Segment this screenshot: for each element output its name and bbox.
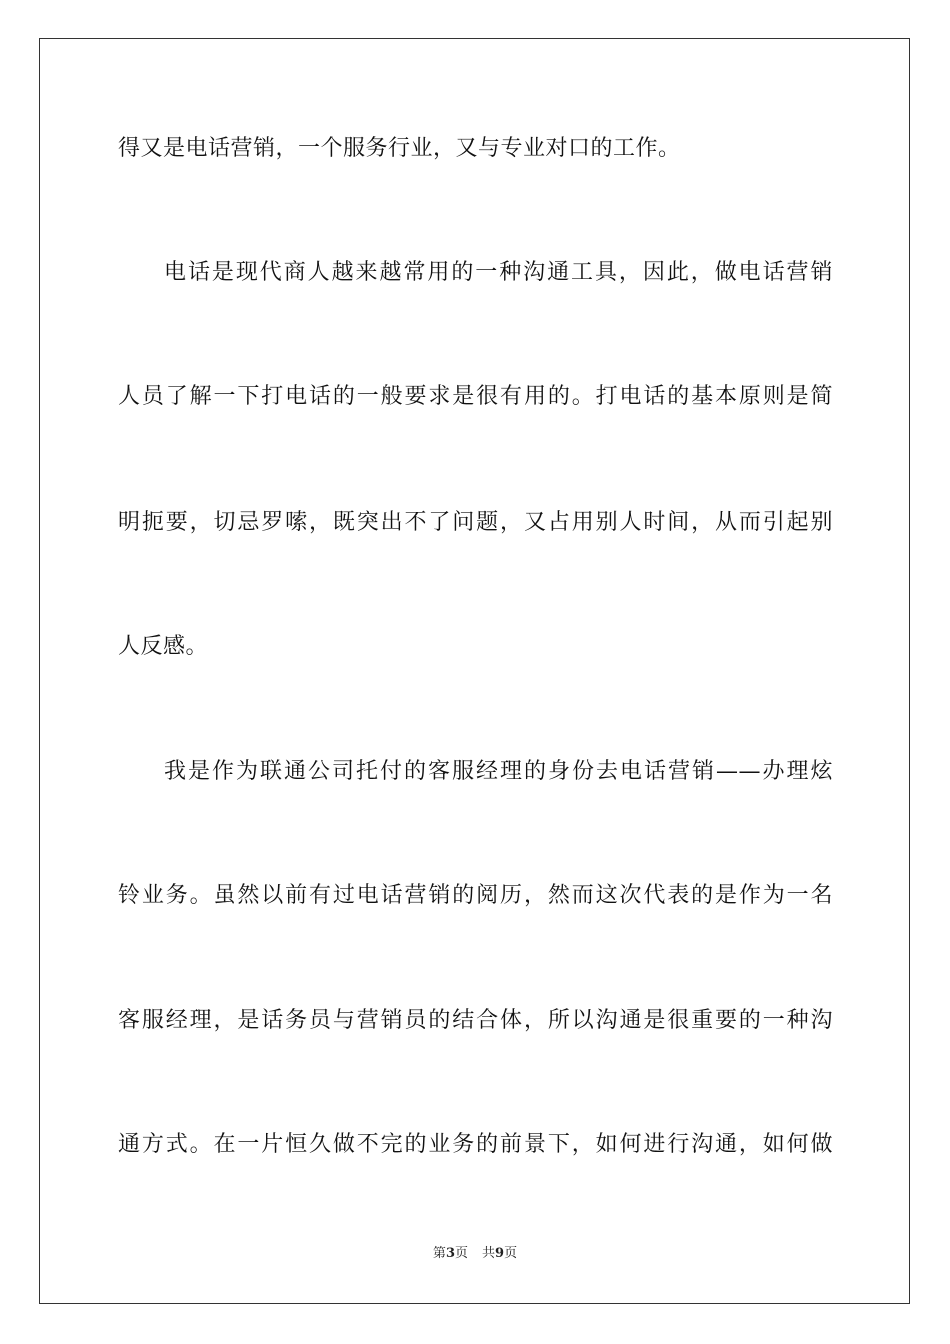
- paragraph-line-1: 得又是电话营销，一个服务行业，又与专业对口的工作。: [118, 136, 681, 161]
- footer-total-pages: 9: [495, 1246, 505, 1261]
- paragraph-line-2: 电话是现代商人越来越常用的一种沟通工具，因此，做电话营销: [164, 260, 833, 285]
- footer-total-prefix: 共: [482, 1246, 496, 1261]
- paragraph-line-7: 铃业务。虽然以前有过电话营销的阅历，然而这次代表的是作为一名: [118, 883, 833, 908]
- paragraph-line-6: 我是作为联通公司托付的客服经理的身份去电话营销——办理炫: [164, 759, 833, 784]
- footer-page-prefix: 第: [432, 1246, 446, 1261]
- footer-page-suffix: 页: [454, 1246, 468, 1261]
- page-border: [39, 38, 910, 1304]
- footer-total-suffix: 页: [504, 1246, 518, 1261]
- paragraph-line-8: 客服经理，是话务员与营销员的结合体，所以沟通是很重要的一种沟: [118, 1008, 833, 1033]
- paragraph-line-9: 通方式。在一片恒久做不完的业务的前景下，如何进行沟通，如何做: [118, 1132, 833, 1157]
- paragraph-line-4: 明扼要，切忌罗嗦，既突出不了问题，又占用别人时间，从而引起别: [118, 510, 833, 535]
- paragraph-line-5: 人反感。: [118, 634, 209, 659]
- paragraph-line-3: 人员了解一下打电话的一般要求是很有用的。打电话的基本原则是简: [118, 384, 833, 409]
- footer-page-number: 3: [445, 1246, 455, 1261]
- page-footer: [0, 1245, 950, 1263]
